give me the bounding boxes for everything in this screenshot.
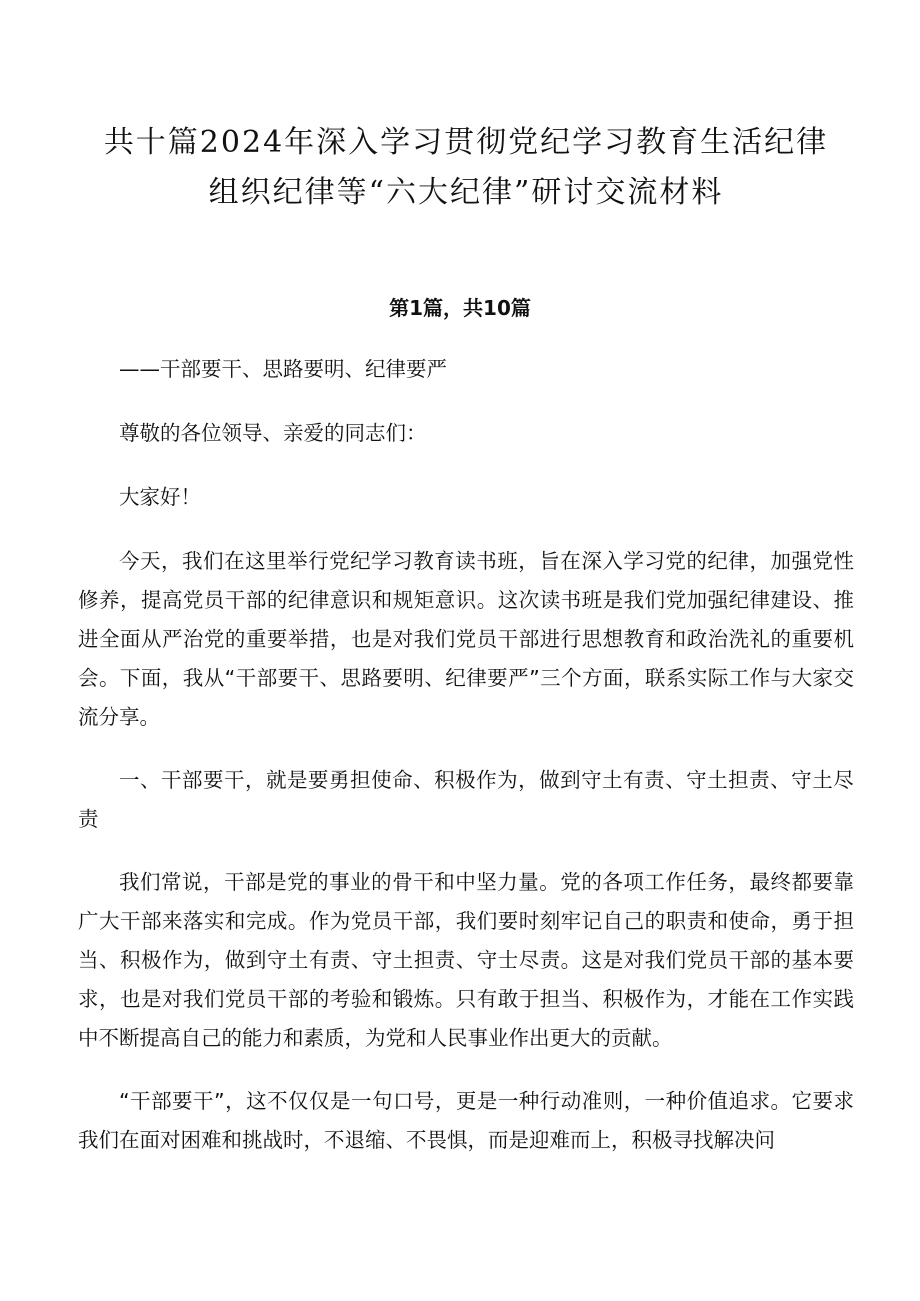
subtitle: ——干部要干、思路要明、纪律要严	[119, 357, 447, 381]
document-title	[78, 0, 854, 218]
paragraph-cadre-action: “干部要干”，这不仅仅是一句口号，更是一种行动准则，一种价值追求。它要求我们在面对困难和挑战时，不退缩、不畏惧，而是迎难而上，积极寻找解决问	[78, 1089, 854, 1152]
section-heading-1: 一、干部要干，就是要勇担使命、积极作为，做到守土有责、守土担责、守土尽责	[78, 768, 854, 831]
document-title-line-1: 共十篇2024年深入学习贯彻党纪学习教育生活纪律	[103, 125, 829, 160]
paragraph-intro: 今天，我们在这里举行党纪学习教育读书班，旨在深入学习党的纪律，加强党性修养，提高党员干部的纪律意识和规矩意识。这次读书班是我们党加强纪律建设、推进全面从严治党的重要举措，也是对我们党员干部进行思想教育和政治洗礼的重要机会。下面，我从“干部要干、思路要明、纪律要严”三个方面，联系实际工作与大家交流分享。	[78, 549, 854, 729]
greeting: 大家好！	[119, 485, 201, 509]
part-heading: 第1篇，共10篇	[389, 296, 531, 320]
document-body	[78, 350, 854, 1184]
document-title-line-2: 组织纪律等“六大纪律”研讨交流材料	[208, 175, 724, 210]
paragraph-section-1: 我们常说，干部是党的事业的骨干和中坚力量。党的各项工作任务，最终都要靠广大干部来落实和完成。作为党员干部，我们要时刻牢记自己的职责和使命，勇于担当、积极作为，做到守土有责、守土担责、守士尽责。这是对我们党员干部的基本要求，也是对我们党员干部的考验和锻炼。只有敢于担当、积极作为，才能在工作实践中不断提高自己的能力和素质，为党和人民事业作出更大的贡献。	[78, 870, 854, 1050]
salutation: 尊敬的各位领导、亲爱的同志们：	[119, 421, 427, 445]
